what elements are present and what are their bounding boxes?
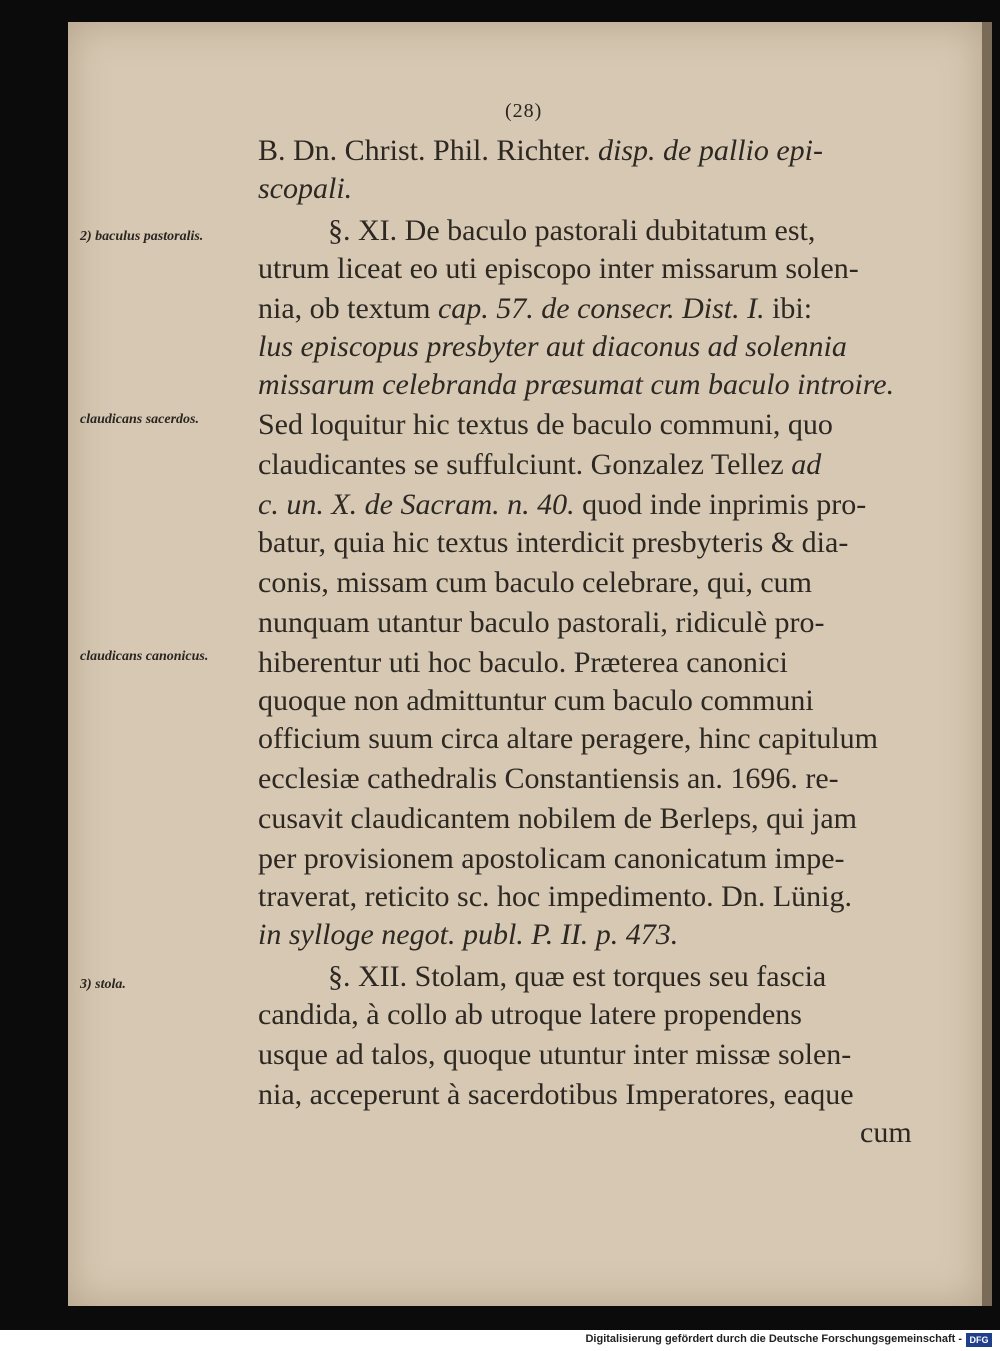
text-line [258, 604, 825, 642]
dfg-logo: DFG [966, 1333, 992, 1347]
page-number: (28) [505, 100, 543, 122]
text-line [258, 486, 866, 524]
text-line [258, 916, 678, 954]
footer-bar [0, 1330, 1000, 1351]
text-line [258, 328, 847, 366]
text-span: Sed loquitur hic textus de baculo communi, quo [258, 408, 833, 441]
italic-span: disp. de pallio epi- [598, 134, 824, 167]
text-line [258, 644, 788, 682]
text-span: claudicantes se suffulciunt. Gonzalez Tellez [258, 448, 792, 481]
text-span: batur, quia hic textus interdicit presbyteris & dia- [258, 526, 849, 559]
italic-span: in sylloge negot. publ. P. II. p. 473. [258, 918, 679, 951]
text-line [258, 958, 826, 996]
text-line [258, 446, 821, 484]
text-span: per provisionem apostolicam canonicatum impe- [258, 842, 845, 875]
text-span: hiberentur uti hoc baculo. Præterea canonici [258, 646, 788, 679]
text-line [258, 1036, 851, 1074]
text-span: nia, ob textum [258, 292, 438, 325]
text-line [258, 132, 823, 170]
margin-note: claudicans canonicus. [80, 649, 209, 664]
text-line [258, 290, 812, 328]
text-line [258, 250, 859, 288]
text-line [258, 760, 839, 798]
text-line [258, 406, 833, 444]
text-span: B. Dn. Christ. Phil. Richter. [258, 134, 599, 167]
text-line [258, 524, 848, 562]
text-span: ibi: [764, 292, 813, 325]
text-line [258, 878, 852, 916]
italic-span: missarum celebranda præsumat cum baculo introire. [258, 368, 895, 401]
text-span: §. XII. Stolam, quæ est torques seu fascia [328, 960, 827, 993]
margin-note: 3) stola. [80, 977, 126, 992]
text-span: officium suum circa altare peragere, hinc capitulum [258, 722, 879, 755]
text-span: quod inde inprimis pro- [574, 488, 867, 521]
text-span: conis, missam cum baculo celebrare, qui, cum [258, 566, 812, 599]
text-span: usque ad talos, quoque utuntur inter missæ solen- [258, 1038, 852, 1071]
italic-span: lus episcopus presbyter aut diaconus ad solennia [258, 330, 847, 363]
text-line [258, 720, 878, 758]
text-span: cusavit claudicantem nobilem de Berleps, qui jam [258, 802, 857, 835]
text-line [258, 800, 857, 838]
text-span: candida, à collo ab utroque latere propendens [258, 998, 802, 1031]
text-span: traverat, reticito sc. hoc impedimento. Dn. Lünig. [258, 880, 852, 913]
text-line [258, 1076, 854, 1114]
text-line [258, 170, 352, 208]
text-span: nia, acceperunt à sacerdotibus Imperatores, eaque [258, 1078, 854, 1111]
text-span: quoque non admittuntur cum baculo communi [258, 684, 814, 717]
italic-span: scopali. [258, 172, 353, 205]
text-span: ecclesiæ cathedralis Constantiensis an. 1696. re- [258, 762, 839, 795]
italic-span: c. un. X. de Sacram. n. 40. [258, 488, 575, 521]
margin-note: 2) baculus pastoralis. [80, 229, 204, 244]
text-span: nunquam utantur baculo pastorali, ridiculè pro- [258, 606, 825, 639]
text-line [258, 212, 815, 250]
page-edge [982, 22, 992, 1306]
text-line [860, 1114, 912, 1152]
text-span: cum [860, 1116, 912, 1149]
footer-credit: Digitalisierung gefördert durch die Deutsche Forschungsgemeinschaft - [585, 1333, 962, 1345]
text-line [258, 840, 845, 878]
text-line [258, 564, 812, 602]
text-span: §. XI. De baculo pastorali dubitatum est, [328, 214, 816, 247]
text-line [258, 366, 894, 404]
text-span: utrum liceat eo uti episcopo inter missarum solen- [258, 252, 859, 285]
text-line [258, 996, 802, 1034]
italic-span: ad [791, 448, 822, 481]
italic-span: cap. 57. de consecr. Dist. I. [437, 292, 765, 325]
margin-note: claudicans sacerdos. [80, 412, 199, 427]
text-line [258, 682, 814, 720]
